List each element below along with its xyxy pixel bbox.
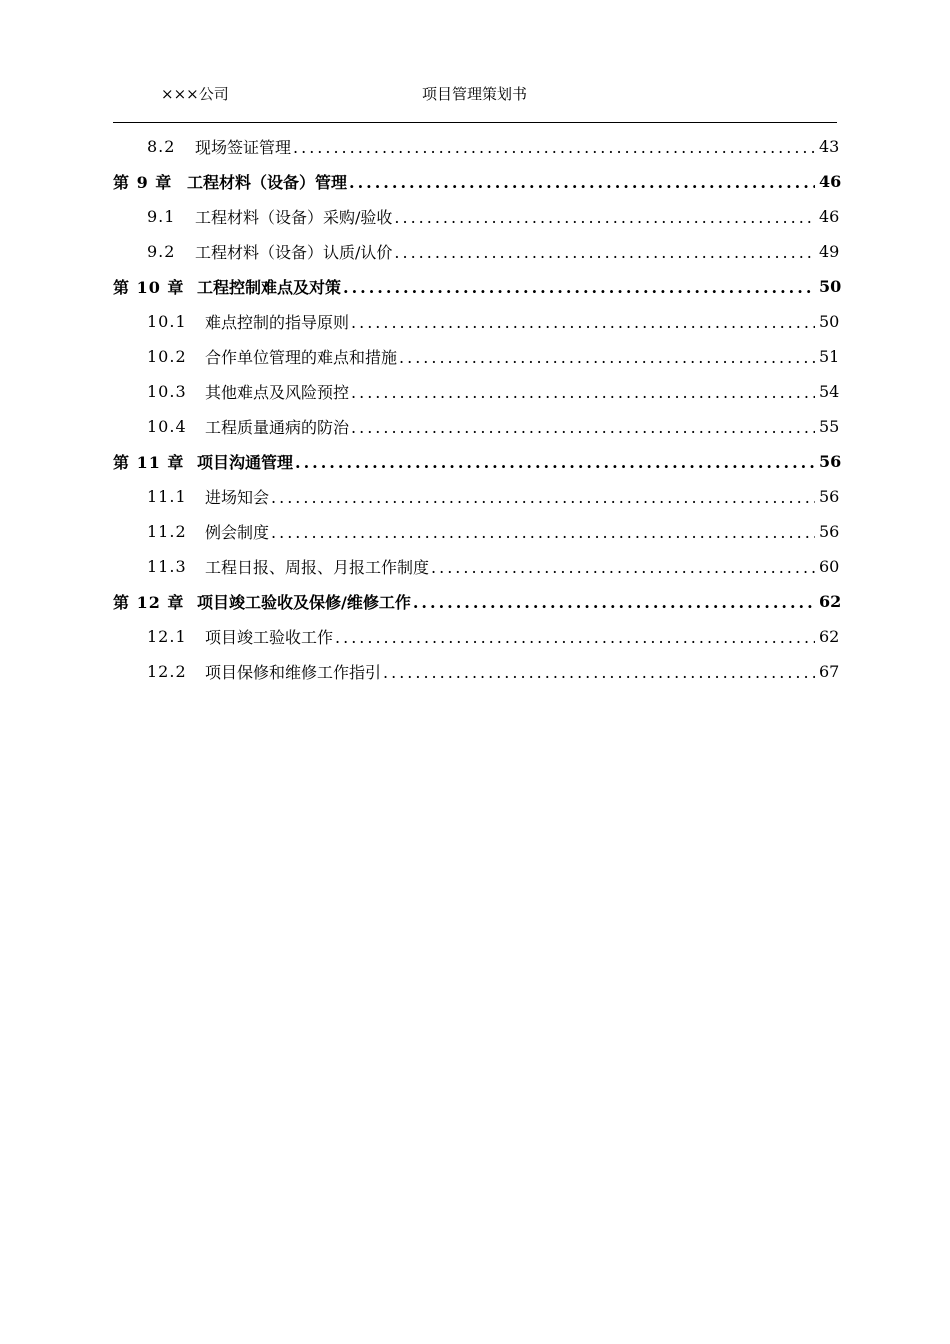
toc-entry-page: 56 <box>819 521 840 541</box>
toc-entry-number: 9.2 <box>147 241 176 261</box>
toc-chapter-number: 第 12 章 <box>113 592 185 612</box>
toc-chapter-title: 工程控制难点及对策 <box>197 277 342 297</box>
toc-entry-page: 50 <box>819 311 840 331</box>
toc-entry-10-3[interactable] <box>113 376 840 406</box>
toc-dot-leader <box>293 138 815 157</box>
toc-entry-page: 62 <box>819 626 840 646</box>
toc-dot-leader <box>383 663 815 682</box>
toc-entry-page: 51 <box>819 346 840 366</box>
toc-entry-title: 工程材料（设备）认质/认价 <box>195 242 393 262</box>
toc-entry-title: 其他难点及风险预控 <box>205 382 350 402</box>
toc-entry-number: 10.2 <box>147 346 187 366</box>
toc-entry-number: 12.2 <box>147 661 187 681</box>
toc-entry-10-1[interactable] <box>113 306 840 336</box>
toc-chapter-number: 第 11 章 <box>113 452 185 472</box>
toc-entry-number: 10.3 <box>147 381 187 401</box>
toc-dot-leader <box>271 488 815 507</box>
toc-entry-9-2[interactable] <box>113 236 840 266</box>
toc-dot-leader <box>351 383 815 402</box>
toc-entry-8-2[interactable] <box>113 131 840 161</box>
toc-entry-10-2[interactable] <box>113 341 840 371</box>
toc-dot-leader <box>399 348 815 367</box>
toc-entry-page: 55 <box>819 416 840 436</box>
toc-entry-title: 项目竣工验收工作 <box>205 627 334 647</box>
toc-chapter-page: 50 <box>819 276 842 296</box>
toc-dot-leader <box>351 313 815 332</box>
toc-entry-number: 11.2 <box>147 521 187 541</box>
toc-chapter-title: 项目沟通管理 <box>197 452 294 472</box>
toc-chapter-page: 46 <box>819 171 842 191</box>
toc-entry-page: 43 <box>819 136 840 156</box>
toc-entry-page: 67 <box>819 661 840 681</box>
toc-entry-page: 60 <box>819 556 840 576</box>
toc-entry-12-2[interactable] <box>113 656 840 686</box>
toc-chapter-number: 第 9 章 <box>113 172 173 192</box>
toc-dot-leader <box>349 173 815 192</box>
toc-entry-title: 例会制度 <box>205 522 270 542</box>
toc-dot-leader <box>295 453 815 472</box>
toc-entry-number: 10.4 <box>147 416 187 436</box>
toc-dot-leader <box>394 243 815 262</box>
toc-chapter-12[interactable] <box>113 586 842 616</box>
toc-chapter-number: 第 10 章 <box>113 277 185 297</box>
header-title: 项目管理策划书 <box>422 85 528 103</box>
toc-entry-number: 10.1 <box>147 311 187 331</box>
toc-entry-11-2[interactable] <box>113 516 840 546</box>
toc-entry-title: 工程材料（设备）采购/验收 <box>195 207 393 227</box>
toc-chapter-page: 56 <box>819 451 842 471</box>
header-company: ×××公司 <box>161 85 229 103</box>
toc-dot-leader <box>335 628 815 647</box>
toc-entry-11-1[interactable] <box>113 481 840 511</box>
toc-dot-leader <box>413 593 815 612</box>
toc-entry-page: 54 <box>819 381 840 401</box>
toc-entry-9-1[interactable] <box>113 201 840 231</box>
toc-entry-title: 工程日报、周报、月报工作制度 <box>205 557 430 577</box>
toc-entry-title: 合作单位管理的难点和措施 <box>205 347 398 367</box>
toc-entry-page: 56 <box>819 486 840 506</box>
toc-entry-number: 11.1 <box>147 486 187 506</box>
toc-entry-title: 项目保修和维修工作指引 <box>205 662 382 682</box>
toc-dot-leader <box>343 278 815 297</box>
toc-chapter-title: 项目竣工验收及保修/维修工作 <box>197 592 411 612</box>
toc-chapter-title: 工程材料（设备）管理 <box>187 172 348 192</box>
toc-chapter-page: 62 <box>819 591 842 611</box>
toc-entry-number: 9.1 <box>147 206 176 226</box>
toc-entry-title: 进场知会 <box>205 487 270 507</box>
toc-entry-title: 工程质量通病的防治 <box>205 417 350 437</box>
toc-entry-page: 46 <box>819 206 840 226</box>
toc-chapter-11[interactable] <box>113 446 842 476</box>
toc-dot-leader <box>431 558 815 577</box>
toc-entry-title: 现场签证管理 <box>195 137 292 157</box>
header-divider <box>113 122 837 123</box>
toc-dot-leader <box>271 523 815 542</box>
toc-chapter-10[interactable] <box>113 271 842 301</box>
toc-entry-number: 8.2 <box>147 136 176 156</box>
toc-entry-title: 难点控制的指导原则 <box>205 312 350 332</box>
toc-entry-11-3[interactable] <box>113 551 840 581</box>
toc-chapter-9[interactable] <box>113 166 842 196</box>
toc-entry-number: 11.3 <box>147 556 187 576</box>
toc-entry-12-1[interactable] <box>113 621 840 651</box>
toc-entry-10-4[interactable] <box>113 411 840 441</box>
page-header <box>113 78 837 122</box>
toc-entry-number: 12.1 <box>147 626 187 646</box>
toc-dot-leader <box>394 208 815 227</box>
toc-entry-page: 49 <box>819 241 840 261</box>
toc-dot-leader <box>351 418 815 437</box>
